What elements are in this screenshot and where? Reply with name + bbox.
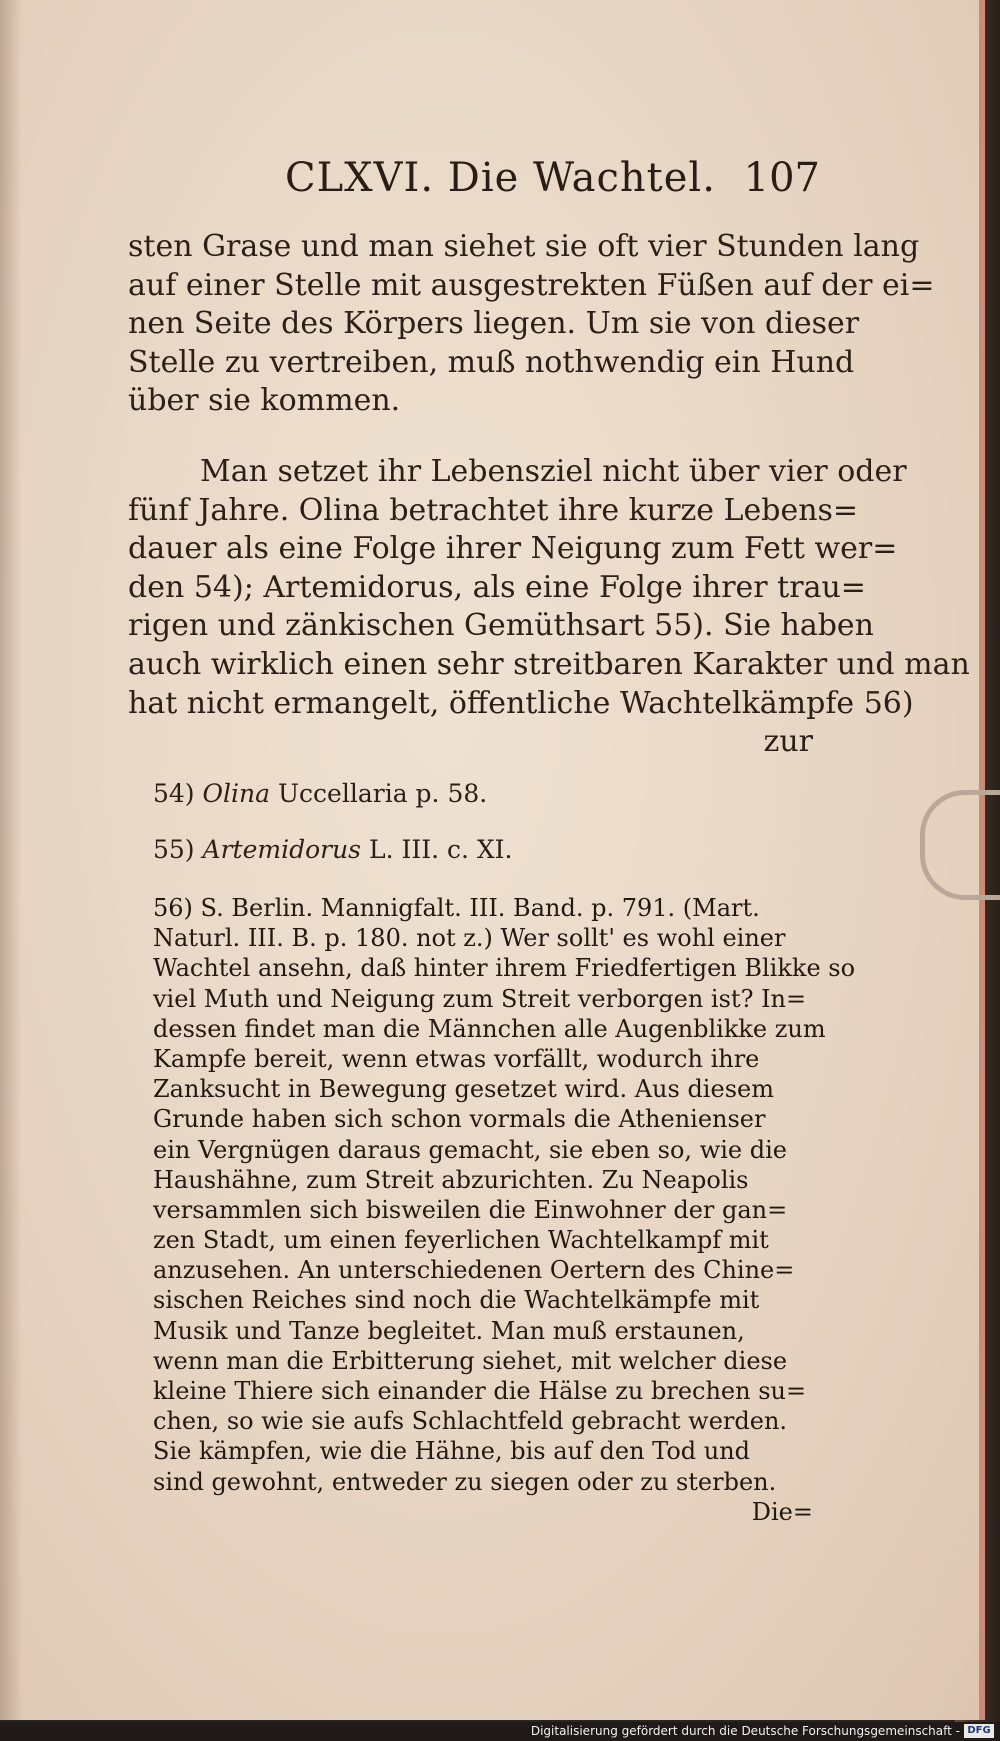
page-number: 107 <box>743 155 820 201</box>
text-line: sten Grase und man siehet sie oft vier Stunden lang <box>128 229 920 264</box>
footnote-54 <box>153 775 813 813</box>
footnote-line: kleine Thiere sich einander die Hälse zu brechen su= <box>153 1377 807 1405</box>
footnote-line: sischen Reiches sind noch die Wachtelkämpfe mit <box>153 1286 760 1315</box>
footnote-line: viel Muth und Neigung zum Streit verborgen ist? In= <box>153 984 807 1013</box>
footnote-line: Musik und Tanze begleitet. Man muß erstaunen, <box>153 1316 745 1345</box>
catchword: zur <box>763 724 813 760</box>
text-line: dauer als eine Folge ihrer Neigung zum Fett wer= <box>128 531 898 567</box>
footnote-text: L. III. c. XI. <box>368 835 513 864</box>
footnote-line: Sie kämpfen, wie die Hähne, bis auf den Tod und <box>153 1437 751 1466</box>
footnote-line: chen, so wie sie aufs Schlachtfeld gebracht werden. <box>153 1407 788 1436</box>
footnote-number: 55) <box>153 835 195 864</box>
footnote-line: Naturl. III. B. p. 180. not z.) Wer sollt' es wohl einer <box>153 924 786 953</box>
footnote-56 <box>153 893 856 1527</box>
text-line: den 54); Artemidorus, als eine Folge ihrer trau= <box>128 569 866 605</box>
text-line: Man setzet ihr Lebensziel nicht über vier oder <box>200 453 907 489</box>
footnote-line: 56) S. Berlin. Mannigfalt. III. Band. p. 791. (Mart. <box>153 894 760 922</box>
footnote-line: Kampfe bereit, wenn etwas vorfällt, wodurch ihre <box>153 1044 760 1073</box>
text-line: hat nicht ermangelt, öffentliche Wachtelkämpfe 56) <box>128 685 914 721</box>
footnote-line: Wachtel ansehn, daß hinter ihrem Friedfertigen Blikke so <box>153 954 856 983</box>
footnote-line: dessen findet man die Männchen alle Augenblikke zum <box>153 1014 826 1043</box>
footnote-line: anzusehen. An unterschiedenen Oertern des Chine= <box>153 1256 795 1285</box>
footnote-55 <box>153 831 813 869</box>
text-line: auch wirklich einen sehr streitbaren Karakter und man <box>128 646 970 682</box>
funding-notice: Digitalisierung gefördert durch die Deutsche Forschungsgemeinschaft - <box>530 1724 960 1738</box>
running-title: CLXVI. Die Wachtel. <box>285 155 716 201</box>
footnote-author: Olina <box>202 779 271 808</box>
footnote-line: Zanksucht in Bewegung gesetzet wird. Aus diesem <box>153 1075 774 1104</box>
footnote-line: Haushähne, zum Streit abzurichten. Zu Neapolis <box>153 1165 749 1194</box>
text-line: nen Seite des Körpers liegen. Um sie von dieser <box>128 306 860 342</box>
main-text <box>128 228 970 762</box>
text-line: auf einer Stelle mit ausgestrekten Füßen auf der ei= <box>128 267 935 303</box>
footnote-line: wenn man die Erbitterung siehet, mit welcher diese <box>153 1346 788 1375</box>
footnote-line: ein Vergnügen daraus gemacht, sie eben so, wie die <box>153 1135 787 1164</box>
gutter-shadow <box>0 0 22 1720</box>
text-line: rigen und zänkischen Gemüthsart 55). Sie haben <box>128 608 875 644</box>
footnote-line: zen Stadt, um einen feyerlichen Wachtelkampf mit <box>153 1226 769 1255</box>
text-line: Stelle zu vertreiben, muß nothwendig ein Hund <box>128 344 855 380</box>
dfg-logo: DFG <box>964 1724 994 1738</box>
footnote-text: Uccellaria p. 58. <box>277 779 488 808</box>
running-header <box>285 155 820 205</box>
footnote-number: 54) <box>153 779 195 808</box>
text-line: fünf Jahre. Olina betrachtet ihre kurze Lebens= <box>128 492 859 528</box>
bookmark-ribbon <box>920 790 1000 900</box>
footnote-line: sind gewohnt, entweder zu siegen oder zu sterben. <box>153 1467 777 1496</box>
footnote-line: Grunde haben sich schon vormals die Athenienser <box>153 1105 766 1134</box>
footnote-author: Artemidorus <box>202 835 362 864</box>
footnote-catchword: Die= <box>751 1497 813 1526</box>
footnote-line: versammlen sich bisweilen die Einwohner der gan= <box>153 1195 788 1224</box>
footnotes <box>153 775 856 1527</box>
text-line: über sie kommen. <box>128 383 401 419</box>
